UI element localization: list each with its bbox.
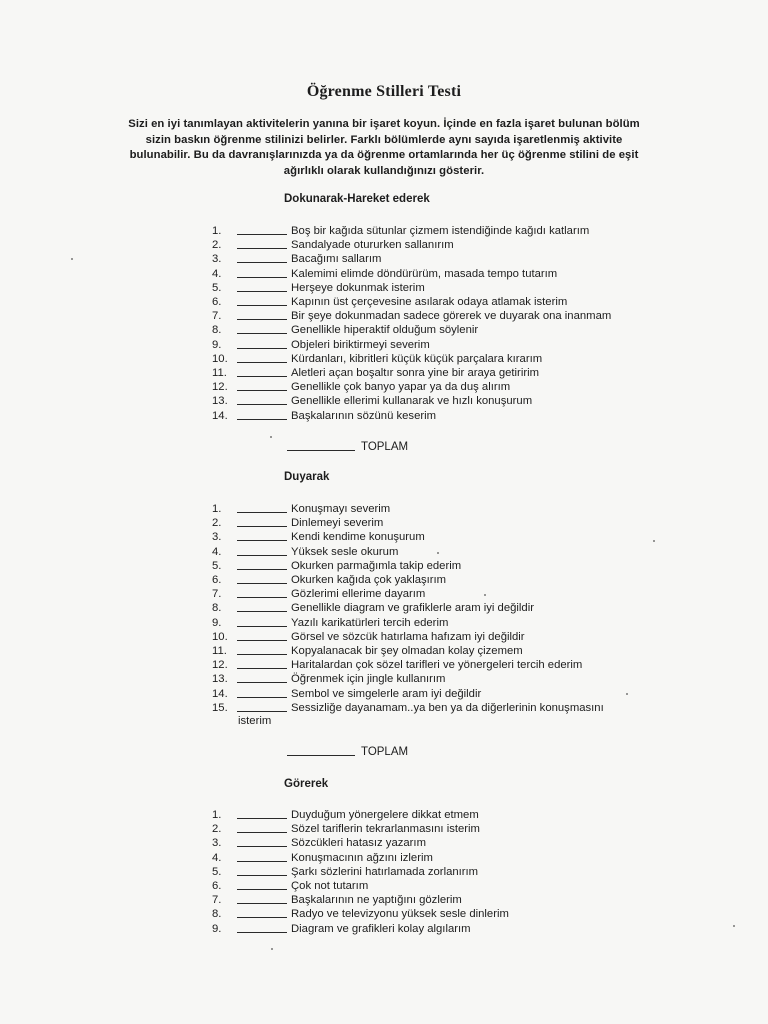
item-mark-blank[interactable] (237, 295, 287, 306)
item-number: 5. (212, 281, 222, 294)
item-text: Okurken kağıda çok yaklaşırım (291, 574, 447, 586)
item-number: 6. (212, 296, 222, 308)
item-mark-blank[interactable] (237, 352, 287, 363)
item-mark-blank[interactable] (237, 836, 287, 847)
item-number: 4. (212, 267, 222, 280)
list-item (0, 409, 768, 423)
total-dokunarak (287, 440, 408, 454)
total-label: TOPLAM (361, 746, 409, 758)
item-text: Duyduğum yönergelere dikkat etmem (291, 809, 479, 821)
item-number: 10. (212, 352, 228, 365)
item-text: Sözel tariflerin tekrarlanmasını isterim (291, 823, 480, 836)
list-item (0, 601, 768, 615)
item-mark-blank[interactable] (237, 394, 287, 405)
item-text: Bacağımı sallarım (291, 253, 382, 266)
list-item (0, 865, 768, 879)
list-item (0, 267, 768, 281)
item-mark-blank[interactable] (237, 907, 287, 918)
list-item (0, 238, 768, 252)
item-text: Radyo ve televizyonu yüksek sesle dinlerim (291, 908, 509, 921)
item-text: Aletleri açan boşaltır sonra yine bir araya getiririm (291, 367, 540, 379)
item-number: 13. (212, 673, 228, 686)
scan-speck (437, 552, 439, 554)
item-number: 7. (212, 894, 222, 907)
item-text: Görsel ve sözcük hatırlama hafızam iyi değildir (291, 630, 525, 643)
item-number: 4. (212, 851, 222, 864)
item-mark-blank[interactable] (237, 530, 287, 541)
instructions-paragraph (100, 117, 668, 179)
scan-speck (271, 948, 273, 950)
item-mark-blank[interactable] (237, 922, 287, 933)
item-text: Gözlerimi ellerime dayarım (291, 588, 426, 601)
item-number: 14. (212, 687, 228, 700)
item-number: 9. (212, 338, 222, 351)
item-number: 5. (212, 865, 222, 878)
list-item (0, 687, 768, 701)
item-mark-blank[interactable] (237, 516, 287, 527)
item-number: 3. (212, 837, 222, 850)
item-text: Yazılı karikatürleri tercih ederim (291, 616, 449, 629)
list-item (0, 295, 768, 309)
item-number: 3. (212, 531, 222, 544)
item-mark-blank[interactable] (237, 380, 287, 391)
list-item (0, 559, 768, 573)
item-mark-blank[interactable] (237, 808, 287, 819)
item-number: 9. (212, 922, 222, 935)
item-number: 8. (212, 602, 222, 615)
instructions-line: ağırlıklı olarak kullandığınızı gösterir. (283, 164, 485, 177)
item-number: 11. (212, 367, 227, 379)
item-text: Diagram ve grafikleri kolay algılarım (291, 922, 471, 935)
scan-speck (71, 258, 73, 260)
item-mark-blank[interactable] (237, 309, 287, 320)
section-title-gorerek: Görerek (284, 778, 329, 790)
item-text: Herşeye dokunmak isterim (291, 281, 425, 294)
item-text: Objeleri biriktirmeyi severim (291, 338, 430, 351)
item-number: 12. (212, 381, 228, 394)
item-number: 15. (212, 701, 228, 714)
item-number: 13. (212, 395, 228, 408)
item-mark-blank[interactable] (237, 865, 287, 876)
scan-speck (626, 693, 628, 695)
item-text: Konuşmayı severim (291, 503, 391, 515)
scan-speck (733, 925, 735, 927)
total-duyarak (287, 745, 408, 759)
item-text: Kapının üst çerçevesine asılarak odaya atlamak isterim (291, 296, 568, 308)
item-mark-blank[interactable] (237, 224, 287, 235)
item-number: 11. (212, 645, 227, 657)
list-item (0, 822, 768, 836)
item-text: Konuşmacının ağzını izlerim (291, 851, 433, 864)
item-number: 7. (212, 588, 222, 601)
scan-speck (653, 540, 655, 542)
list-item (0, 252, 768, 266)
item-text: Sembol ve simgelerle aram iyi değildir (291, 687, 482, 700)
item-text: Kendi kendime konuşurum (291, 531, 425, 544)
item-number: 8. (212, 324, 222, 337)
list-item (0, 530, 768, 544)
section-title-duyarak: Duyarak (284, 471, 330, 483)
item-number: 5. (212, 559, 222, 572)
item-number: 6. (212, 574, 222, 586)
item-mark-blank[interactable] (237, 267, 287, 278)
list-item (0, 573, 768, 587)
item-mark-blank[interactable] (237, 644, 287, 655)
item-mark-blank[interactable] (237, 587, 287, 598)
list-item (0, 616, 768, 630)
instructions-line: sizin baskın öğrenme stilinizi belirler. Farklı bölümlerde aynı sayıda işaretlenmiş aktivite (145, 133, 623, 146)
scan-speck (270, 436, 272, 438)
item-mark-blank[interactable] (237, 851, 287, 862)
item-number: 8. (212, 908, 222, 921)
item-text: Yüksek sesle okurum (291, 545, 399, 558)
page-title: Öğrenme Stilleri Testi (306, 83, 462, 100)
item-text: Boş bir kağıda sütunlar çizmem istendiğinde kağıdı katlarım (291, 225, 590, 237)
item-mark-blank[interactable] (237, 409, 287, 420)
item-continuation-text: isterim (238, 715, 272, 727)
instructions-line: bulunabilir. Bu da davranışlarınızda ya da öğrenme ortamlarında her üç öğrenme stilini de eşit (129, 149, 639, 161)
item-mark-blank[interactable] (237, 822, 287, 833)
list-item (0, 338, 768, 352)
list-item (0, 394, 768, 408)
item-text: Genellikle çok banyo yapar ya da duş alırım (291, 381, 511, 394)
list-item (0, 516, 768, 530)
item-number: 12. (212, 659, 228, 672)
item-text: Başkalarının ne yaptığını gözlerim (291, 894, 462, 907)
item-text: Şarkı sözlerini hatırlamada zorlanırım (291, 865, 479, 878)
item-text: Genellikle diagram ve grafiklerle aram iyi değildir (291, 602, 534, 615)
item-text: Bir şeye dokunmadan sadece görerek ve duyarak ona inanmam (291, 310, 612, 323)
list-item (0, 587, 768, 601)
item-mark-blank[interactable] (237, 338, 287, 349)
item-text: Sandalyade otururken sallanırım (291, 239, 454, 252)
list-item (0, 545, 768, 559)
item-text: Sözcükleri hatasız yazarım (291, 837, 426, 850)
item-number: 2. (212, 517, 222, 530)
item-number: 2. (212, 239, 222, 252)
item-text: Öğrenmek için jingle kullanırım (291, 673, 446, 686)
item-mark-blank[interactable] (237, 630, 287, 641)
item-number: 7. (212, 310, 222, 323)
list-item (0, 323, 768, 337)
item-text: Sessizliğe dayanamam..ya ben ya da diğerlerinin konuşmasını (291, 701, 604, 714)
instructions-line: Sizi en iyi tanımlayan aktivitelerin yanına bir işaret koyun. İçinde en fazla işaret bulunan bölüm (128, 118, 640, 130)
item-number: 1. (212, 225, 222, 237)
list-item (0, 836, 768, 850)
list-item (0, 893, 768, 907)
item-mark-blank[interactable] (237, 366, 287, 377)
item-number: 2. (212, 823, 222, 836)
item-number: 4. (212, 545, 222, 558)
total-blank-line[interactable] (287, 440, 355, 451)
list-item (0, 658, 768, 672)
item-mark-blank[interactable] (237, 573, 287, 584)
item-text: Dinlemeyi severim (291, 517, 384, 530)
item-mark-blank[interactable] (237, 658, 287, 669)
item-mark-blank[interactable] (237, 559, 287, 570)
item-mark-blank[interactable] (237, 701, 287, 712)
list-item (0, 907, 768, 921)
item-mark-blank[interactable] (237, 252, 287, 263)
list-item (0, 281, 768, 295)
item-text: Çok not tutarım (291, 880, 369, 892)
scan-speck (484, 594, 486, 596)
item-text: Genellikle hiperaktif olduğum söylenir (291, 324, 479, 337)
list-item (0, 380, 768, 394)
item-text: Okurken parmağımla takip ederim (291, 559, 462, 572)
item-mark-blank[interactable] (237, 893, 287, 904)
list-item (0, 879, 768, 893)
item-text: Kopyalanacak bir şey olmadan kolay çizemem (291, 645, 523, 657)
item-mark-blank[interactable] (237, 502, 287, 513)
item-mark-blank[interactable] (237, 879, 287, 890)
item-mark-blank[interactable] (237, 281, 287, 292)
item-mark-blank[interactable] (237, 545, 287, 556)
item-text: Genellikle ellerimi kullanarak ve hızlı konuşurum (291, 395, 533, 408)
list-item (0, 922, 768, 936)
item-mark-blank[interactable] (237, 238, 287, 249)
list-item (0, 309, 768, 323)
list-item (0, 808, 768, 822)
item-number: 10. (212, 630, 228, 643)
item-text: Haritalardan çok sözel tarifleri ve yönergeleri tercih ederim (291, 659, 583, 672)
section-title-dokunarak: Dokunarak-Hareket ederek (284, 193, 430, 205)
item-text: Kürdanları, kibritleri küçük küçük parçalara kırarım (291, 352, 543, 365)
item-mark-blank[interactable] (237, 616, 287, 627)
item-number: 9. (212, 616, 222, 629)
item-mark-blank[interactable] (237, 687, 287, 698)
item-number: 1. (212, 809, 222, 821)
item-number: 6. (212, 880, 222, 892)
item-number: 3. (212, 253, 222, 266)
list-item (0, 701, 768, 715)
list-item (0, 352, 768, 366)
list-item (0, 644, 768, 658)
list-item (0, 224, 768, 238)
item-text: Kalemimi elimde döndürürüm, masada tempo tutarım (291, 267, 558, 280)
list-item (0, 502, 768, 516)
item-number: 14. (212, 409, 228, 422)
item-mark-blank[interactable] (237, 601, 287, 612)
item-mark-blank[interactable] (237, 672, 287, 683)
item-text: Başkalarının sözünü keserim (291, 409, 437, 422)
list-item (0, 366, 768, 380)
total-label: TOPLAM (361, 441, 409, 453)
item-mark-blank[interactable] (237, 323, 287, 334)
item-number: 1. (212, 503, 222, 515)
list-item (0, 851, 768, 865)
total-blank-line[interactable] (287, 745, 355, 756)
list-item (0, 672, 768, 686)
list-item (0, 630, 768, 644)
